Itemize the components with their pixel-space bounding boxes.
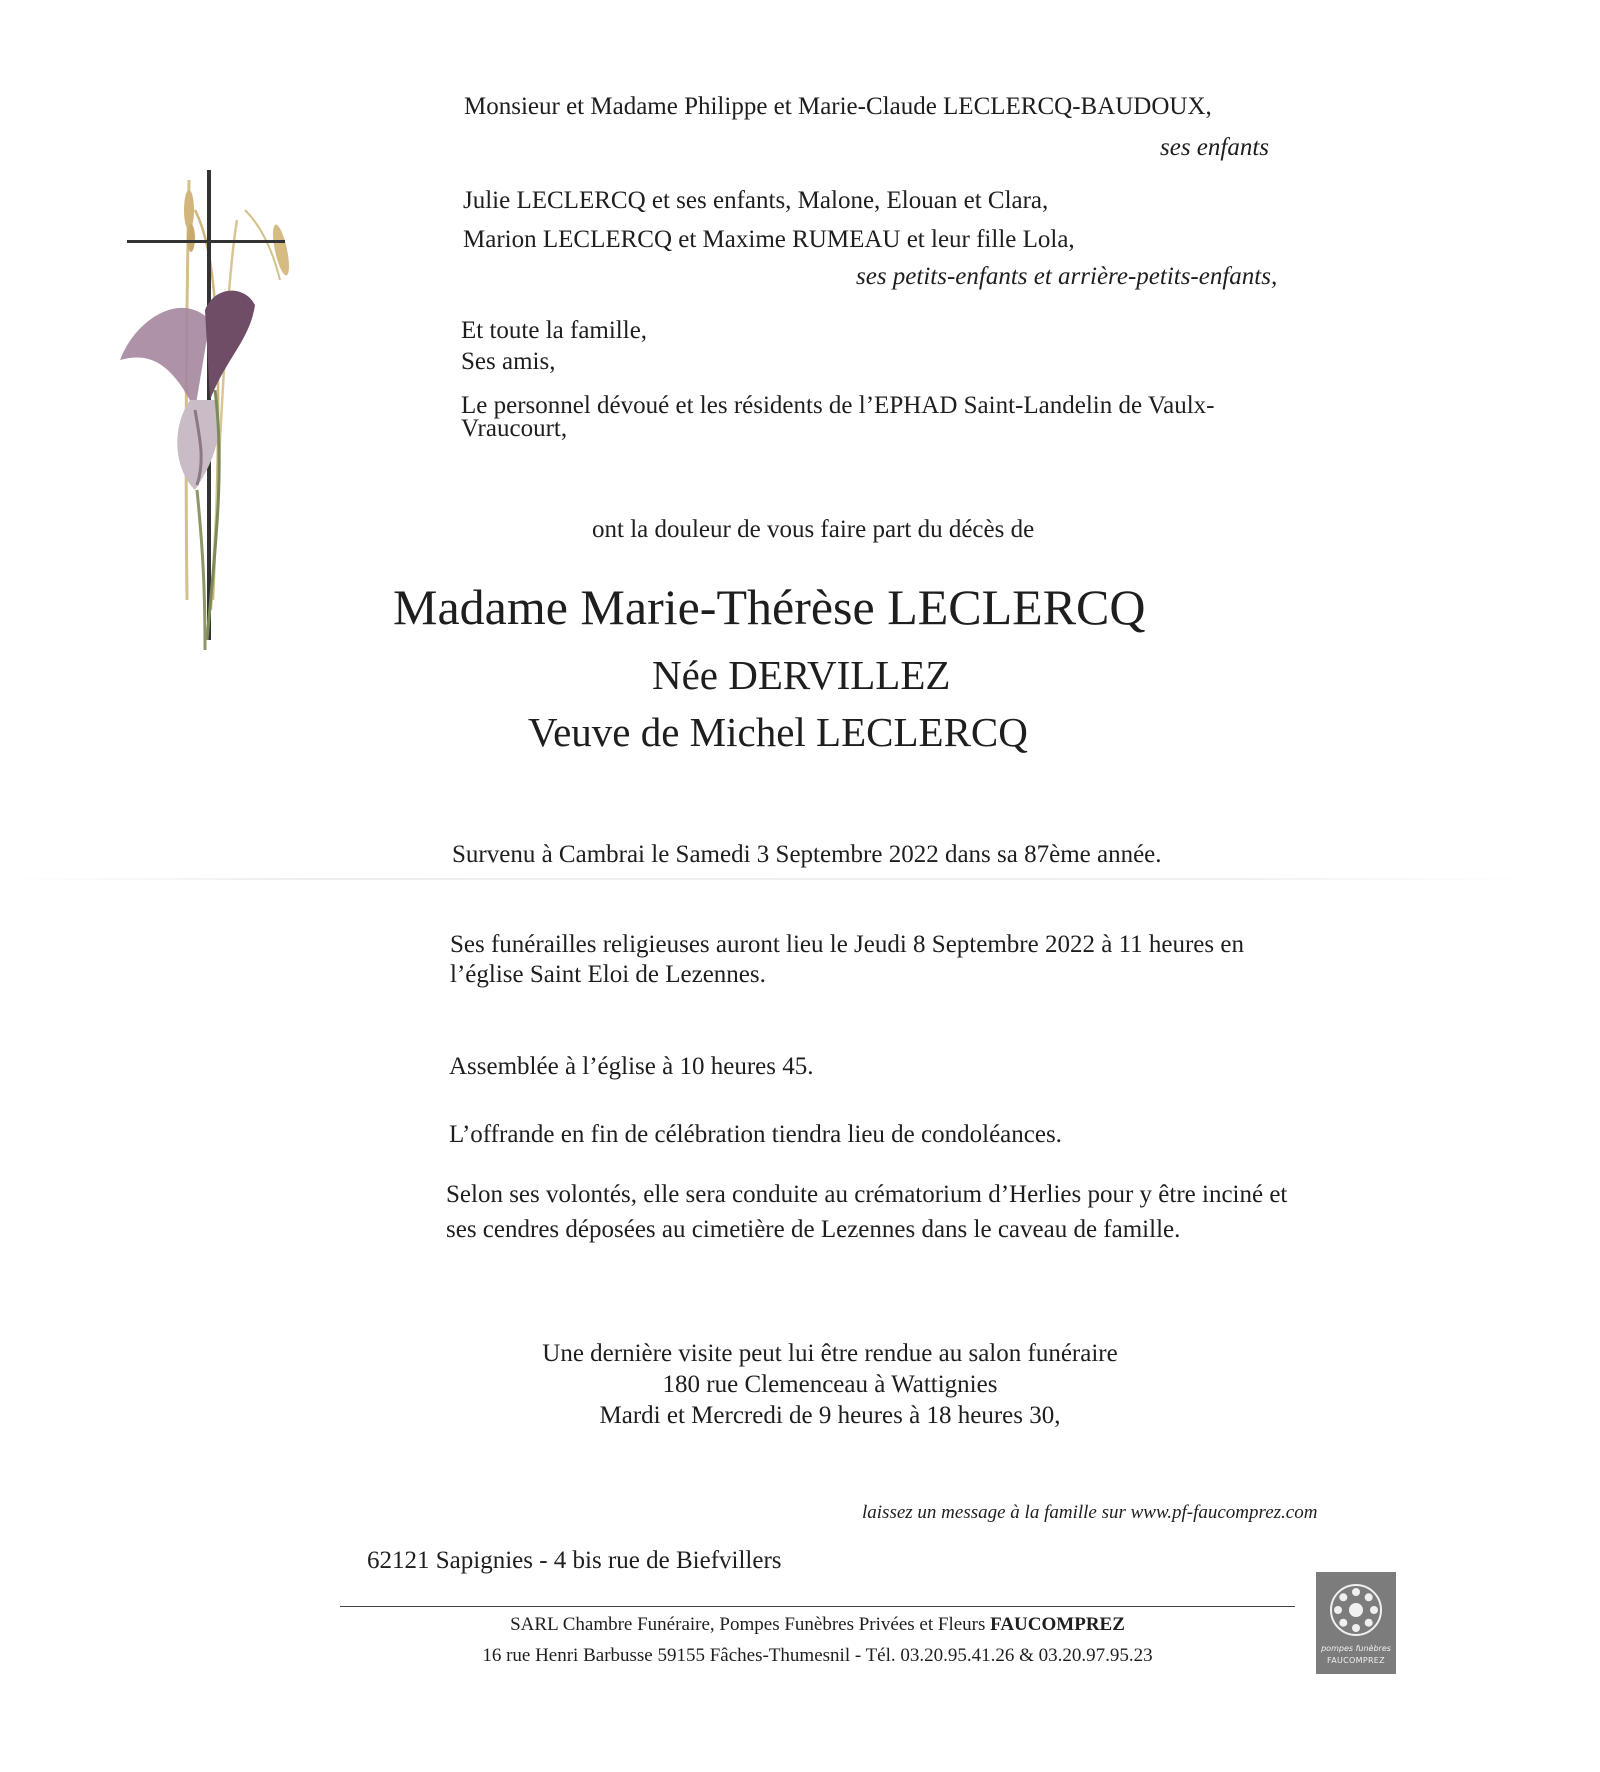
children-role: ses enfants bbox=[1160, 134, 1270, 161]
grandchildren-line-1: Julie LECLERCQ et ses enfants, Malone, Elouan et Clara, bbox=[463, 187, 1049, 214]
offering-note: L’offrande en fin de célébration tiendra lieu de condoléances. bbox=[449, 1121, 1062, 1148]
visit-line-2: 180 rue Clemenceau à Wattignies bbox=[662, 1371, 998, 1398]
others-line-1: Et toute la famille, bbox=[461, 317, 648, 344]
message-link-note[interactable]: laissez un message à la famille sur www.pf-faucomprez.com bbox=[862, 1502, 1318, 1523]
funeral-line-2: l’église Saint Eloi de Lezennes. bbox=[450, 961, 766, 988]
grandchildren-line-2: Marion LECLERCQ et Maxime RUMEAU et leur fille Lola, bbox=[463, 226, 1075, 253]
others-line-3: Le personnel dévoué et les résidents de l’EPHAD Saint-Landelin de Vaulx- bbox=[461, 392, 1215, 419]
footer-rule bbox=[340, 1606, 1295, 1607]
announcement: ont la douleur de vous faire part du décès de bbox=[592, 516, 1035, 543]
deceased-maiden-name: Née DERVILLEZ bbox=[652, 652, 951, 698]
logo-subtitle: pompes funèbres bbox=[1321, 1644, 1391, 1653]
footer-company-name: FAUCOMPREZ bbox=[990, 1614, 1125, 1635]
others-line-2: Ses amis, bbox=[461, 348, 556, 375]
visit-line-1: Une dernière visite peut lui être rendue au salon funéraire bbox=[542, 1340, 1118, 1367]
deceased-widow-of: Veuve de Michel LECLERCQ bbox=[528, 709, 1028, 755]
visit-line-3: Mardi et Mercredi de 9 heures à 18 heures 30, bbox=[599, 1402, 1061, 1429]
deceased-name: Madame Marie-Thérèse LECLERCQ bbox=[393, 579, 1146, 635]
flower-emblem-icon bbox=[1326, 1580, 1386, 1640]
faucomprez-logo bbox=[1316, 1572, 1396, 1674]
wishes-line-1: Selon ses volontés, elle sera conduite au crématorium d’Herlies pour y être inciné et bbox=[446, 1181, 1288, 1208]
children-names: Monsieur et Madame Philippe et Marie-Claude LECLERCQ-BAUDOUX, bbox=[464, 93, 1212, 120]
footer-company-line bbox=[340, 1614, 1295, 1637]
paper-fold-line bbox=[0, 878, 1540, 880]
death-notice: Survenu à Cambrai le Samedi 3 Septembre 2022 dans sa 87ème année. bbox=[452, 841, 1162, 868]
assembly-time: Assemblée à l’église à 10 heures 45. bbox=[449, 1053, 814, 1080]
cross-flower-decoration bbox=[115, 170, 305, 680]
footer-address-line: 16 rue Henri Barbusse 59155 Fâches-Thumesnil - Tél. 03.20.95.41.26 & 03.20.97.95.23 bbox=[482, 1645, 1153, 1666]
funeral-line-1: Ses funérailles religieuses auront lieu le Jeudi 8 Septembre 2022 à 11 heures en bbox=[450, 931, 1244, 958]
wishes-line-2: ses cendres déposées au cimetière de Lezennes dans le caveau de famille. bbox=[446, 1216, 1181, 1243]
grandchildren-role: ses petits-enfants et arrière-petits-enfants, bbox=[856, 263, 1278, 290]
others-line-4: Vraucourt, bbox=[461, 415, 568, 442]
address: 62121 Sapignies - 4 bis rue de Biefvillers bbox=[367, 1547, 782, 1574]
logo-name: FAUCOMPREZ bbox=[1327, 1656, 1385, 1665]
footer-company-prefix: SARL Chambre Funéraire, Pompes Funèbres Privées et Fleurs bbox=[510, 1614, 986, 1635]
